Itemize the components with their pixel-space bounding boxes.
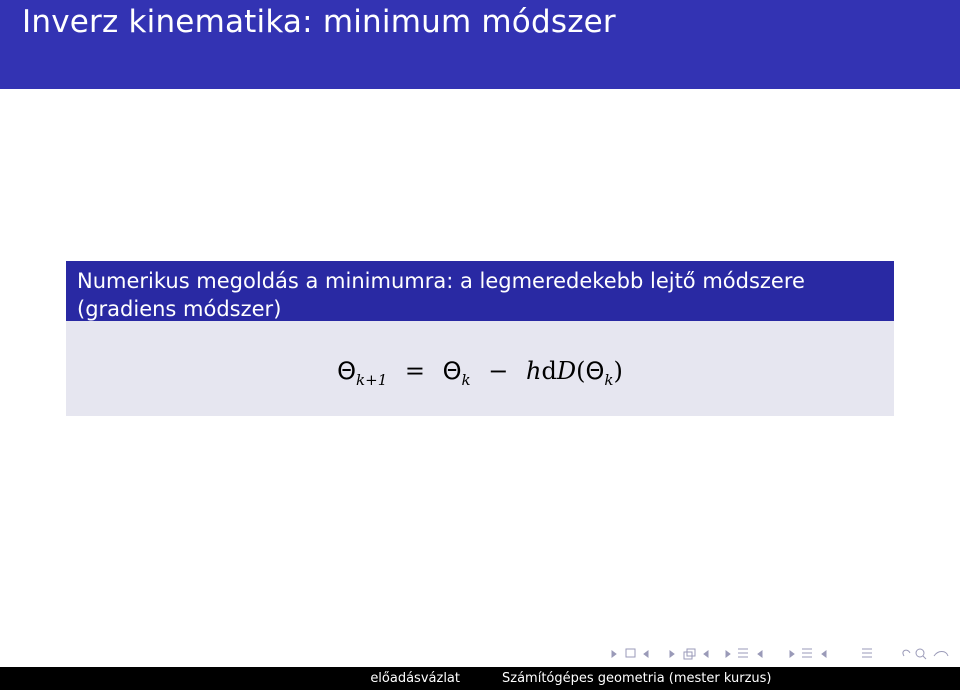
block-heading: Numerikus megoldás a minimumra: a legmeredekebb lejtő módszere (gradiens módszer) xyxy=(66,261,894,321)
nav-search-icon[interactable] xyxy=(903,649,948,659)
slide-title-bar xyxy=(0,0,960,89)
formula-subscript: k xyxy=(461,371,471,389)
nav-frame-icon[interactable] xyxy=(670,649,708,659)
formula-d: d xyxy=(541,357,557,385)
beamer-navigation xyxy=(608,644,960,664)
footer-course-title: Számítógépes geometria (mester kurzus) xyxy=(502,671,772,686)
block-body xyxy=(66,321,894,416)
gradient-formula xyxy=(66,357,894,389)
nav-align-icon[interactable] xyxy=(862,649,872,657)
formula-minus: − xyxy=(488,357,509,385)
formula-lparen: ( xyxy=(576,357,586,385)
formula-h: h xyxy=(526,357,542,385)
formula-subscript: k+1 xyxy=(356,371,388,389)
formula-subscript: k xyxy=(604,371,614,389)
formula-rparen: ) xyxy=(613,357,623,385)
formula-theta: Θ xyxy=(585,357,605,385)
content-block xyxy=(66,261,894,416)
nav-section-icon[interactable] xyxy=(790,649,826,657)
formula-equals: = xyxy=(404,357,425,385)
footer-left-label: előadásvázlat xyxy=(370,671,460,686)
formula-theta: Θ xyxy=(442,357,462,385)
navigation-icons xyxy=(608,644,960,664)
slide-title: Inverz kinematika: minimum módszer xyxy=(22,4,616,40)
formula-theta: Θ xyxy=(337,357,357,385)
formula-D: D xyxy=(556,357,577,385)
nav-subsection-icon[interactable] xyxy=(726,649,762,657)
nav-frame-prev-icon[interactable] xyxy=(612,649,648,657)
footer-bar xyxy=(0,667,960,690)
